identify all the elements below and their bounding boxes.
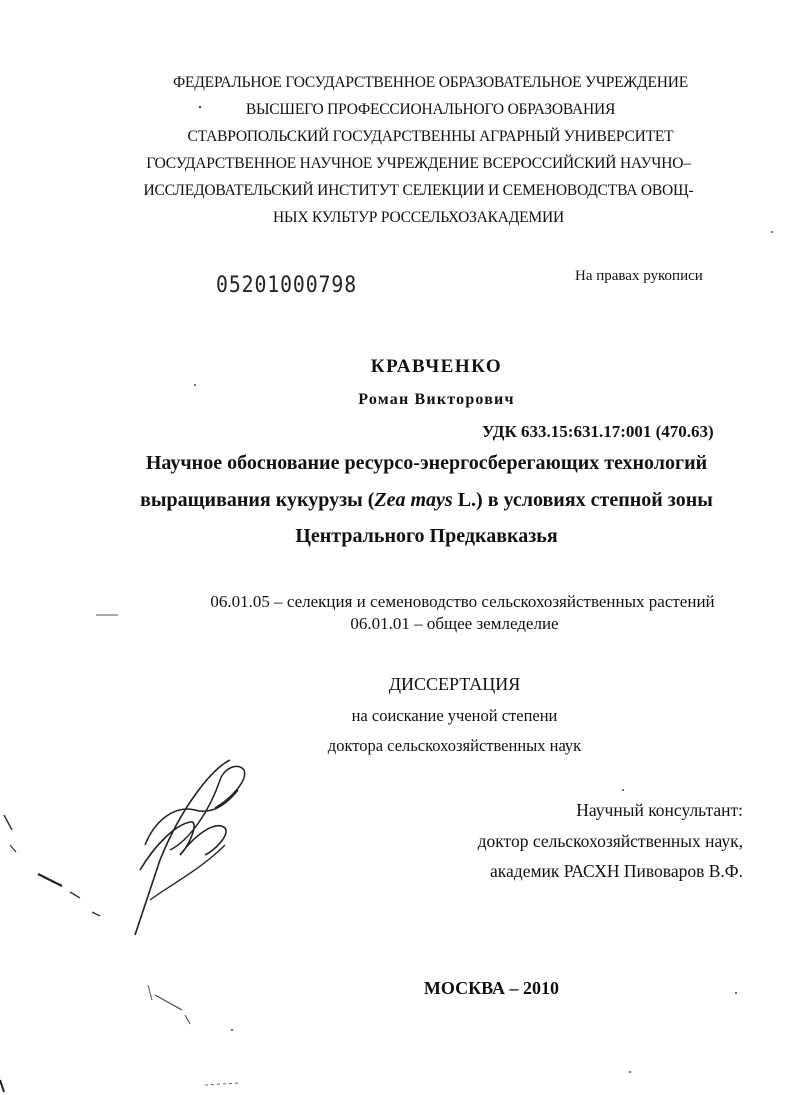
author-given-names: Роман Викторович: [358, 391, 515, 408]
author-surname: КРАВЧЕНКО: [370, 356, 503, 377]
header-line-3: СТАВРОПОЛЬСКИЙ ГОСУДАРСТВЕННЫ АГРАРНЫЙ УНИВЕРСИТЕТ: [187, 128, 674, 145]
consultant-line-2: академик РАСХН Пивоваров В.Ф.: [490, 861, 743, 881]
title-line-2-end: L.) в условиях степной зоны: [452, 489, 713, 511]
title-line-1: Научное обоснование ресурсо-энергосберегающих технологий: [145, 452, 708, 474]
consultant-label: Научный консультант:: [576, 800, 743, 820]
city-year: МОСКВА – 2010: [423, 978, 560, 998]
header-line-1: ФЕДЕРАЛЬНОЕ ГОСУДАРСТВЕННОЕ ОБРАЗОВАТЕЛЬНОЕ УЧРЕЖДЕНИЕ: [172, 74, 689, 91]
udc-code: УДК 633.15:631.17:001 (470.63): [482, 422, 714, 441]
header-line-2: ВЫСШЕГО ПРОФЕССИОНАЛЬНОГО ОБРАЗОВАНИЯ: [245, 101, 616, 118]
degree-line-1: на соискание ученой степени: [351, 706, 558, 725]
header-line-6: НЫХ КУЛЬТУР РОССЕЛЬХОЗАКАДЕМИИ: [273, 209, 564, 226]
specialty-1: 06.01.05 – селекция и семеноводство сельскохозяйственных растений: [210, 592, 715, 611]
degree-line-2: доктора сельскохозяйственных наук: [327, 736, 582, 755]
title-line-2-start: выращивания кукурузы (: [140, 489, 375, 511]
title-species-italic: Zea mays: [374, 489, 453, 511]
header-line-4: ГОСУДАРСТВЕННОЕ НАУЧНОЕ УЧРЕЖДЕНИЕ ВСЕРОССИЙСКИЙ НАУЧНО–: [146, 155, 691, 172]
header-line-5: ИССЛЕДОВАТЕЛЬСКИЙ ИНСТИТУТ СЕЛЕКЦИИ И СЕМЕНОВОДСТВА ОВОЩ-: [143, 182, 694, 199]
work-type: ДИССЕРТАЦИЯ: [388, 674, 521, 694]
consultant-line-1: доктор сельскохозяйственных наук,: [477, 831, 743, 851]
rights-note: На правах рукописи: [575, 268, 703, 284]
specialty-2: 06.01.01 – общее земледелие: [350, 614, 559, 633]
catalog-number: 05201000798: [216, 273, 358, 298]
title-line-3: Центрального Предкавказья: [295, 525, 558, 547]
